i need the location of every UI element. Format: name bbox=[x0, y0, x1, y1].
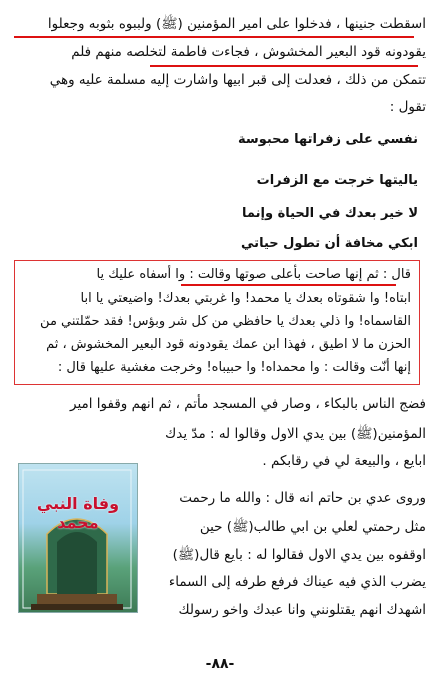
text-line-5: فضج الناس بالبكاء ، وصار في المسجد مأتم ، ثم انهم وقفوا امير bbox=[70, 396, 426, 412]
text-line-2: يقودونه قود البعير المخشوش ، فجاءت فاطمة لتخلصه منهم فلم bbox=[71, 44, 426, 60]
quote-line-2: ابتاه! وا شقوتاه بعدك يا محمد! وا غربتي بعدك! واضيعتي يا ابا bbox=[80, 291, 411, 306]
text-line-3: تتمكن من ذلك ، فعدلت إلى قبر ابيها واشارت إليه مسلمة عليه وهي bbox=[49, 72, 426, 88]
text-line-12: اشهدك انهم يقتلونني وانا عبدك واخو رسولك bbox=[178, 602, 426, 618]
quote-line-3: القاسماه! وا ذلي بعدك يا حافظي من كل شر وبؤس! فقد حمّلتني من bbox=[40, 314, 411, 329]
red-underline-1 bbox=[14, 36, 414, 38]
poem-line-4: ابكي مخافة أن تطول حياتي bbox=[241, 236, 418, 251]
quote-line-4: الحزن ما لا اطيق ، فهذا ابن عمك يقودونه قود البعير المخشوش ، ثم bbox=[46, 337, 411, 352]
poem-line-3: لا خير بعدك في الحياة وإنما bbox=[242, 206, 418, 221]
poem-line-2: ياليتها خرجت مع الزفرات bbox=[256, 173, 418, 188]
red-underline-3 bbox=[181, 284, 396, 286]
book-cover-title: وفاة النبي محمد bbox=[36, 494, 120, 532]
book-cover-image bbox=[18, 463, 138, 613]
book-cover-art bbox=[18, 464, 137, 613]
quote-line-1: قال : ثم إنها صاحت بأعلى صوتها وقالت : وا أسفاه عليك يا bbox=[96, 267, 411, 282]
poem-line-1: نفسي على زفراتها محبوسة bbox=[238, 132, 418, 147]
text-line-10: اوقفوه بين يدي الاول فقالوا له : بايع قال(ﷺ) bbox=[172, 547, 426, 563]
text-line-9: مثل رحمتي لعلي بن ابي طالب(ﷺ) حين bbox=[199, 519, 426, 535]
text-line-6: المؤمنين(ﷺ) بين يدي الاول وقالوا له : مدّ يدك bbox=[165, 426, 426, 442]
text-line-11: يضرب الذي فيه عيناك فرفع طرفه إلى السماء bbox=[168, 574, 426, 590]
text-line-1: اسقطت جنينها ، فدخلوا على امير المؤمنين (ﷺ) ولببوه بثوبه وجعلوا bbox=[47, 16, 426, 32]
quote-line-5: إنها أنّت وقالت : وا محمداه! وا حبيباه! وخرجت مغشية عليها قال : bbox=[57, 360, 411, 375]
highlighted-quote-box bbox=[14, 260, 420, 385]
text-line-4: تقول : bbox=[389, 99, 426, 115]
text-line-7: ابايع ، والبيعة لي في رقابكم . bbox=[262, 453, 426, 469]
page-number: -٨٨- bbox=[205, 656, 235, 672]
red-underline-2 bbox=[150, 65, 418, 67]
text-line-8: وروى عدي بن حاتم انه قال : والله ما رحمت bbox=[179, 490, 426, 506]
